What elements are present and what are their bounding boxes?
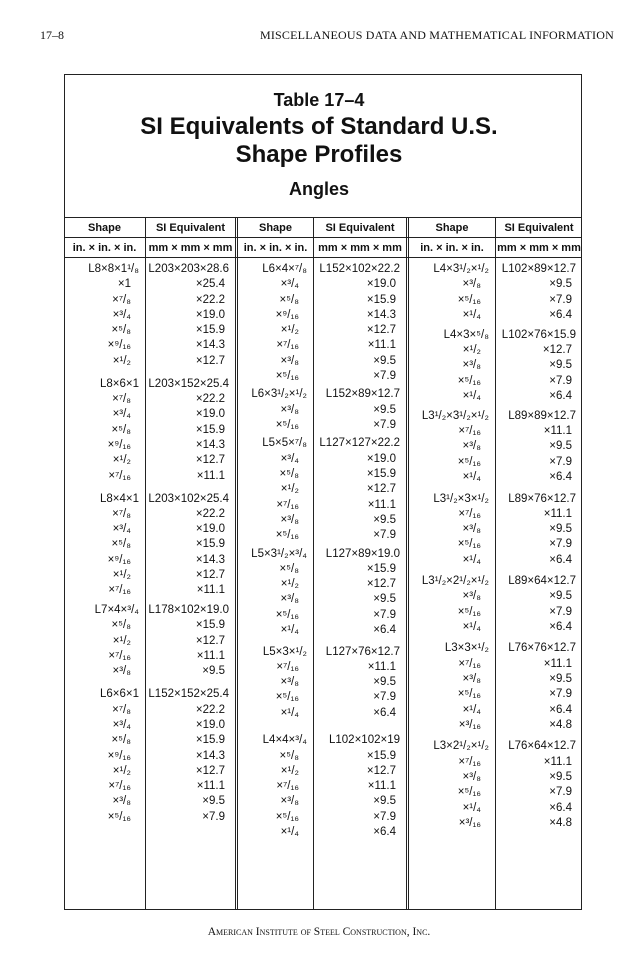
shape-cell: ×¹/₄ (462, 801, 481, 814)
table-title-block (0, 90, 638, 200)
si-group (314, 547, 406, 639)
shape-cell: ×³/₈ (462, 590, 481, 603)
si-group (146, 603, 235, 679)
si-cell: ×9.5 (202, 795, 225, 808)
table-body (64, 258, 582, 910)
si-cell: ×9.5 (549, 523, 572, 536)
si-cell: ×9.5 (202, 665, 225, 678)
shape-cell: ×³/₈ (280, 676, 299, 689)
si-cell: ×22.2 (195, 703, 225, 716)
col-header-shape: Shape (64, 218, 146, 237)
shape-cell: ×¹/₄ (280, 826, 299, 839)
shape-cell: L3¹/₂×3¹/₂×¹/₂ (421, 409, 489, 422)
si-group (314, 733, 406, 840)
shape-cell: ×³/₁₆ (458, 816, 481, 829)
shape-cell: ×⁵/₈ (279, 293, 299, 306)
si-cell: L76×76×12.7 (508, 642, 576, 655)
si-cell: ×4.8 (549, 718, 572, 731)
si-group (146, 377, 235, 484)
shape-cell: L8×4×1 (99, 492, 139, 505)
shape-cell: ×¹/₄ (462, 621, 481, 633)
si-cell: ×12.7 (195, 634, 225, 647)
table-title-line2: Shape Profiles (235, 141, 403, 168)
si-cell: ×6.4 (549, 621, 572, 633)
si-cell: L89×64×12.7 (508, 575, 576, 588)
si-cell: ×15.9 (195, 734, 225, 747)
shape-cell: ×¹/₄ (280, 706, 299, 719)
si-cell: L203×152×25.4 (148, 377, 229, 390)
si-cell: ×9.5 (549, 770, 572, 783)
si-cell: L76×64×12.7 (508, 740, 576, 753)
shape-cell: ×³/₄ (112, 308, 131, 321)
shape-group (238, 733, 313, 840)
si-cell: ×9.5 (373, 354, 396, 367)
si-cell: ×9.5 (549, 278, 572, 291)
shape-cell: L5×5×⁷/₈ (262, 437, 307, 450)
si-cell: ×22.2 (195, 507, 225, 520)
shape-group (238, 645, 313, 721)
shape-column-2 (238, 258, 314, 910)
shape-cell: ×⁷/₁₆ (458, 755, 481, 768)
si-cell: ×19.0 (366, 278, 396, 291)
table-subtitle: Angles (288, 179, 349, 199)
units-header-in: in. × in. × in. (238, 238, 314, 257)
si-cell: ×6.4 (373, 624, 396, 637)
si-equivalents-table (64, 217, 582, 910)
shape-cell: ×¹/₄ (462, 703, 481, 716)
units-header-mm: mm × mm × mm (146, 238, 238, 257)
si-cell: ×11.1 (543, 425, 572, 438)
shape-cell: ×⁷/₁₆ (108, 469, 131, 482)
si-cell: L203×102×25.4 (148, 492, 229, 505)
si-cell: ×15.9 (366, 293, 396, 306)
shape-cell: L3¹/₂×2¹/₂×¹/₂ (421, 575, 489, 588)
shape-cell: ×³/₁₆ (458, 718, 481, 731)
section-title: MISCELLANEOUS DATA AND MATHEMATICAL INFORMATION (259, 28, 614, 42)
si-cell: ×6.4 (549, 703, 572, 716)
si-cell: ×6.4 (549, 389, 572, 402)
shape-group (64, 603, 145, 679)
si-cell: ×11.1 (196, 650, 225, 663)
shape-group (409, 409, 495, 485)
si-cell: L152×89×12.7 (325, 388, 400, 401)
shape-group (409, 739, 495, 831)
si-cell: L127×76×12.7 (325, 645, 400, 658)
shape-cell: L3×2¹/₂×¹/₂ (433, 740, 489, 753)
shape-cell: ×¹/₂ (280, 764, 299, 777)
shape-group (409, 328, 495, 404)
shape-cell: ×³/₄ (280, 452, 299, 465)
si-cell: ×9.5 (373, 795, 396, 808)
units-header-in: in. × in. × in. (64, 238, 146, 257)
si-cell: ×14.3 (366, 308, 396, 321)
si-cell: ×14.3 (195, 438, 225, 451)
si-cell: ×7.9 (549, 605, 572, 618)
shape-group (64, 262, 145, 369)
shape-cell: ×⁵/₁₆ (457, 293, 481, 306)
si-cell: ×11.1 (196, 780, 225, 793)
shape-cell: ×⁷/₁₆ (458, 657, 481, 670)
si-cell: ×12.7 (542, 344, 572, 357)
si-cell: L127×127×22.2 (319, 437, 400, 450)
si-cell: ×9.5 (549, 440, 572, 453)
si-cell: L102×76×15.9 (501, 328, 576, 341)
si-group (314, 262, 406, 384)
shape-cell: L5×3×¹/₂ (262, 645, 307, 658)
shape-cell: ×⁵/₁₆ (457, 786, 481, 799)
si-cell: ×11.1 (367, 660, 396, 673)
shape-cell: ×¹/₂ (112, 568, 131, 581)
shape-cell: L6×6×1 (99, 688, 139, 701)
units-header-mm: mm × mm × mm (314, 238, 409, 257)
units-header-in: in. × in. × in. (409, 238, 496, 257)
shape-cell: ×⁵/₈ (111, 324, 131, 337)
si-cell: ×19.0 (195, 308, 225, 321)
si-cell: L178×102×19.0 (148, 604, 229, 617)
footer-publisher: American Institute of Steel Construction, Inc. (207, 926, 431, 938)
si-cell: ×9.5 (373, 513, 396, 526)
shape-cell: ×¹/₄ (462, 389, 481, 402)
si-cell: ×15.9 (366, 562, 396, 575)
si-cell: ×12.7 (195, 354, 225, 367)
shape-cell: ×⁵/₁₆ (457, 688, 481, 701)
si-cell: ×9.5 (549, 673, 572, 686)
si-cell: L89×76×12.7 (508, 492, 576, 505)
shape-cell: ×⁵/₈ (111, 423, 131, 436)
shape-cell: ×⁹/₁₆ (275, 308, 299, 321)
si-cell: ×7.9 (549, 786, 572, 799)
shape-cell: L8×8×1¹/₈ (88, 263, 139, 275)
si-cell: ×7.9 (373, 810, 396, 823)
si-group (146, 262, 235, 369)
si-cell: ×9.5 (549, 590, 572, 603)
shape-cell: ×⁷/₁₆ (108, 584, 131, 597)
si-cell: ×22.2 (195, 293, 225, 306)
col-header-si: SI Equivalent (146, 218, 238, 237)
shape-cell: ×¹/₄ (280, 624, 299, 637)
si-cell: ×11.1 (543, 755, 572, 768)
si-cell: ×6.4 (549, 801, 572, 814)
shape-cell: ×¹/₂ (280, 578, 299, 591)
si-cell: ×4.8 (549, 816, 572, 829)
shape-cell: L6×4×⁷/₈ (262, 263, 307, 275)
shape-cell: ×⁹/₁₆ (107, 339, 131, 352)
shape-cell: ×⁷/₁₆ (108, 780, 131, 793)
si-cell: ×15.9 (366, 468, 396, 480)
shape-cell: ×³/₈ (462, 673, 481, 686)
col-header-si: SI Equivalent (314, 218, 409, 237)
si-cell: ×7.9 (373, 691, 396, 704)
si-cell: L127×89×19.0 (325, 547, 400, 560)
shape-cell: ×⁹/₁₆ (107, 438, 131, 451)
si-cell: ×11.1 (367, 780, 396, 793)
shape-cell: ×¹/₂ (112, 454, 131, 467)
shape-cell: ×³/₈ (280, 403, 299, 416)
shape-cell: ×⁷/₈ (112, 393, 131, 406)
si-cell: ×19.0 (366, 452, 396, 465)
si-column-2 (314, 258, 409, 910)
table-title-line1: SI Equivalents of Standard U.S. (140, 113, 498, 140)
si-column-3 (496, 258, 582, 910)
si-cell: ×9.5 (373, 593, 396, 606)
shape-cell: ×¹/₂ (112, 354, 131, 367)
shape-cell: ×⁷/₁₆ (458, 507, 481, 520)
shape-cell: ×⁵/₁₆ (275, 608, 299, 621)
si-cell: ×9.5 (549, 359, 572, 372)
si-cell: L152×102×22.2 (319, 263, 400, 275)
shape-cell: ×⁵/₈ (111, 619, 131, 632)
shape-cell: L8×6×1 (99, 377, 139, 390)
shape-cell: ×⁷/₁₆ (276, 780, 299, 793)
si-cell: ×15.9 (195, 538, 225, 551)
shape-cell: ×⁷/₁₆ (458, 425, 481, 438)
shape-cell: ×⁷/₁₆ (276, 498, 299, 511)
shape-cell: ×⁵/₁₆ (275, 419, 299, 432)
shape-cell: ×³/₈ (280, 593, 299, 606)
si-cell: ×12.7 (195, 454, 225, 467)
si-cell: ×6.4 (549, 553, 572, 566)
shape-cell: L3×3×¹/₂ (444, 642, 489, 655)
si-cell: ×11.1 (196, 584, 225, 597)
shape-cell: ×³/₈ (462, 278, 481, 291)
shape-cell: ×⁵/₁₆ (275, 810, 299, 823)
shape-cell: ×³/₈ (462, 440, 481, 453)
shape-group (64, 687, 145, 825)
shape-group (238, 436, 313, 543)
shape-cell: L3¹/₂×3×¹/₂ (433, 492, 489, 505)
shape-cell: ×³/₄ (280, 278, 299, 291)
shape-column-3 (409, 258, 496, 910)
units-header-mm: mm × mm × mm (497, 241, 581, 254)
shape-cell: ×³/₈ (462, 770, 481, 783)
si-group (146, 687, 235, 825)
si-cell: L102×102×19 (329, 734, 400, 747)
si-group (496, 409, 582, 485)
shape-cell: ×³/₈ (112, 665, 131, 678)
shape-cell: ×⁵/₁₆ (457, 374, 481, 387)
si-group (496, 492, 582, 568)
shape-cell: ×⁷/₁₆ (276, 660, 299, 673)
si-cell: ×6.4 (373, 706, 396, 719)
shape-cell: ×³/₈ (462, 359, 481, 372)
shape-cell: ×¹/₂ (112, 764, 131, 777)
header-row-2 (64, 238, 582, 258)
si-cell: ×12.7 (366, 324, 396, 337)
si-cell: ×14.3 (195, 339, 225, 352)
shape-cell: ×³/₈ (280, 513, 299, 526)
shape-cell: ×¹/₂ (280, 324, 299, 337)
si-cell: ×12.7 (195, 568, 225, 581)
si-cell: ×6.4 (549, 308, 572, 321)
si-group (146, 492, 235, 599)
shape-cell: ×¹/₂ (112, 634, 131, 647)
shape-cell: ×³/₈ (280, 354, 299, 367)
si-group (496, 641, 582, 733)
si-cell: ×7.9 (373, 370, 396, 383)
shape-group (238, 387, 313, 433)
shape-cell: ×⁷/₈ (112, 703, 131, 716)
si-cell: ×7.9 (549, 688, 572, 701)
si-cell: ×12.7 (366, 764, 396, 777)
si-cell: ×6.4 (373, 826, 396, 839)
shape-group (409, 492, 495, 568)
shape-cell: ×⁹/₁₆ (107, 553, 131, 566)
shape-cell: ×¹/₄ (462, 308, 481, 321)
shape-group (409, 574, 495, 635)
si-cell: ×14.3 (195, 553, 225, 566)
shape-cell: ×⁵/₁₆ (275, 691, 299, 704)
si-group (314, 387, 406, 433)
si-cell: ×7.9 (373, 529, 396, 542)
si-cell: L203×203×28.6 (148, 263, 229, 275)
si-group (314, 645, 406, 721)
page-number: 17–8 (40, 28, 64, 42)
si-cell: L102×89×12.7 (501, 263, 576, 275)
shape-cell: ×¹/₂ (280, 483, 299, 496)
si-cell: ×11.1 (543, 657, 572, 670)
si-cell: ×19.0 (195, 408, 225, 421)
si-group (496, 574, 582, 635)
si-group (496, 262, 582, 323)
si-cell: ×7.9 (549, 293, 572, 306)
shape-cell: L4×3¹/₂×¹/₂ (433, 263, 489, 275)
si-cell: ×12.7 (366, 483, 396, 496)
shape-group (409, 641, 495, 733)
shape-cell: L5×3¹/₂×³/₄ (251, 547, 307, 560)
shape-cell: ×¹/₂ (462, 344, 481, 357)
si-cell: L89×89×12.7 (508, 409, 576, 422)
si-cell: ×7.9 (373, 419, 396, 432)
shape-cell: L4×3×⁵/₈ (443, 328, 489, 341)
si-group (496, 739, 582, 831)
si-column-1 (146, 258, 238, 910)
si-group (496, 328, 582, 404)
shape-cell: ×⁵/₈ (279, 562, 299, 575)
shape-cell: ×⁵/₁₆ (457, 605, 481, 618)
si-cell: ×15.9 (195, 619, 225, 632)
shape-cell: ×³/₄ (112, 408, 131, 421)
shape-cell: ×¹/₄ (462, 553, 481, 566)
shape-cell: ×¹/₄ (462, 471, 481, 484)
si-cell: ×11.1 (367, 339, 396, 352)
si-cell: ×15.9 (195, 324, 225, 337)
shape-cell: ×⁹/₁₆ (107, 749, 131, 762)
shape-cell: ×³/₈ (462, 523, 481, 536)
shape-group (64, 492, 145, 599)
shape-column-1 (64, 258, 146, 910)
si-cell: ×14.3 (195, 749, 225, 762)
si-cell: ×19.0 (195, 718, 225, 731)
shape-cell: L6×3¹/₂×¹/₂ (251, 388, 307, 401)
shape-group (238, 547, 313, 639)
shape-cell: ×1 (117, 278, 131, 291)
si-cell: ×7.9 (202, 810, 225, 823)
si-cell: ×9.5 (373, 403, 396, 416)
shape-cell: ×⁵/₈ (111, 538, 131, 551)
col-header-si: SI Equivalent (504, 221, 574, 234)
shape-cell: ×⁵/₁₆ (457, 455, 481, 468)
shape-cell: ×⁷/₈ (112, 293, 131, 306)
si-cell: ×12.7 (195, 764, 225, 777)
shape-cell: ×⁷/₁₆ (276, 339, 299, 352)
si-cell: ×7.9 (549, 455, 572, 468)
si-cell: ×7.9 (549, 538, 572, 551)
si-cell: ×12.7 (366, 578, 396, 591)
si-cell: ×19.0 (195, 523, 225, 536)
shape-group (238, 262, 313, 384)
shape-cell: ×³/₄ (112, 718, 131, 731)
si-cell: ×11.1 (367, 498, 396, 511)
si-cell: ×15.9 (195, 423, 225, 436)
shape-cell: ×⁷/₁₆ (108, 650, 131, 663)
shape-cell: ×⁷/₈ (112, 507, 131, 520)
shape-cell: ×⁵/₈ (279, 468, 299, 480)
si-cell: ×11.1 (543, 507, 572, 520)
shape-cell: L7×4×³/₄ (94, 604, 139, 617)
running-header (40, 28, 614, 48)
col-header-shape: Shape (409, 218, 496, 237)
shape-cell: L4×4×³/₄ (262, 734, 307, 747)
shape-cell: ×⁵/₈ (279, 749, 299, 762)
si-cell: ×11.1 (196, 469, 225, 482)
si-cell: ×9.5 (373, 676, 396, 689)
si-cell: ×6.4 (549, 471, 572, 484)
shape-cell: ×³/₈ (112, 795, 131, 808)
shape-cell: ×⁵/₁₆ (457, 538, 481, 551)
shape-group (409, 262, 495, 323)
shape-cell: ×⁵/₁₆ (275, 370, 299, 383)
shape-group (64, 377, 145, 484)
si-cell: ×25.4 (195, 278, 225, 291)
shape-cell: ×⁵/₈ (111, 734, 131, 747)
shape-cell: ×³/₄ (112, 523, 131, 536)
si-cell: ×15.9 (366, 749, 396, 762)
header-row-1 (64, 217, 582, 238)
si-cell: ×22.2 (195, 393, 225, 406)
si-cell: L152×152×25.4 (148, 688, 229, 701)
si-cell: ×7.9 (549, 374, 572, 387)
shape-cell: ×³/₈ (280, 795, 299, 808)
table-number: Table 17–4 (273, 90, 365, 110)
si-cell: ×7.9 (373, 608, 396, 621)
si-group (314, 436, 406, 543)
shape-cell: ×⁵/₁₆ (107, 810, 131, 823)
col-header-shape: Shape (238, 218, 314, 237)
shape-cell: ×⁵/₁₆ (275, 529, 299, 542)
